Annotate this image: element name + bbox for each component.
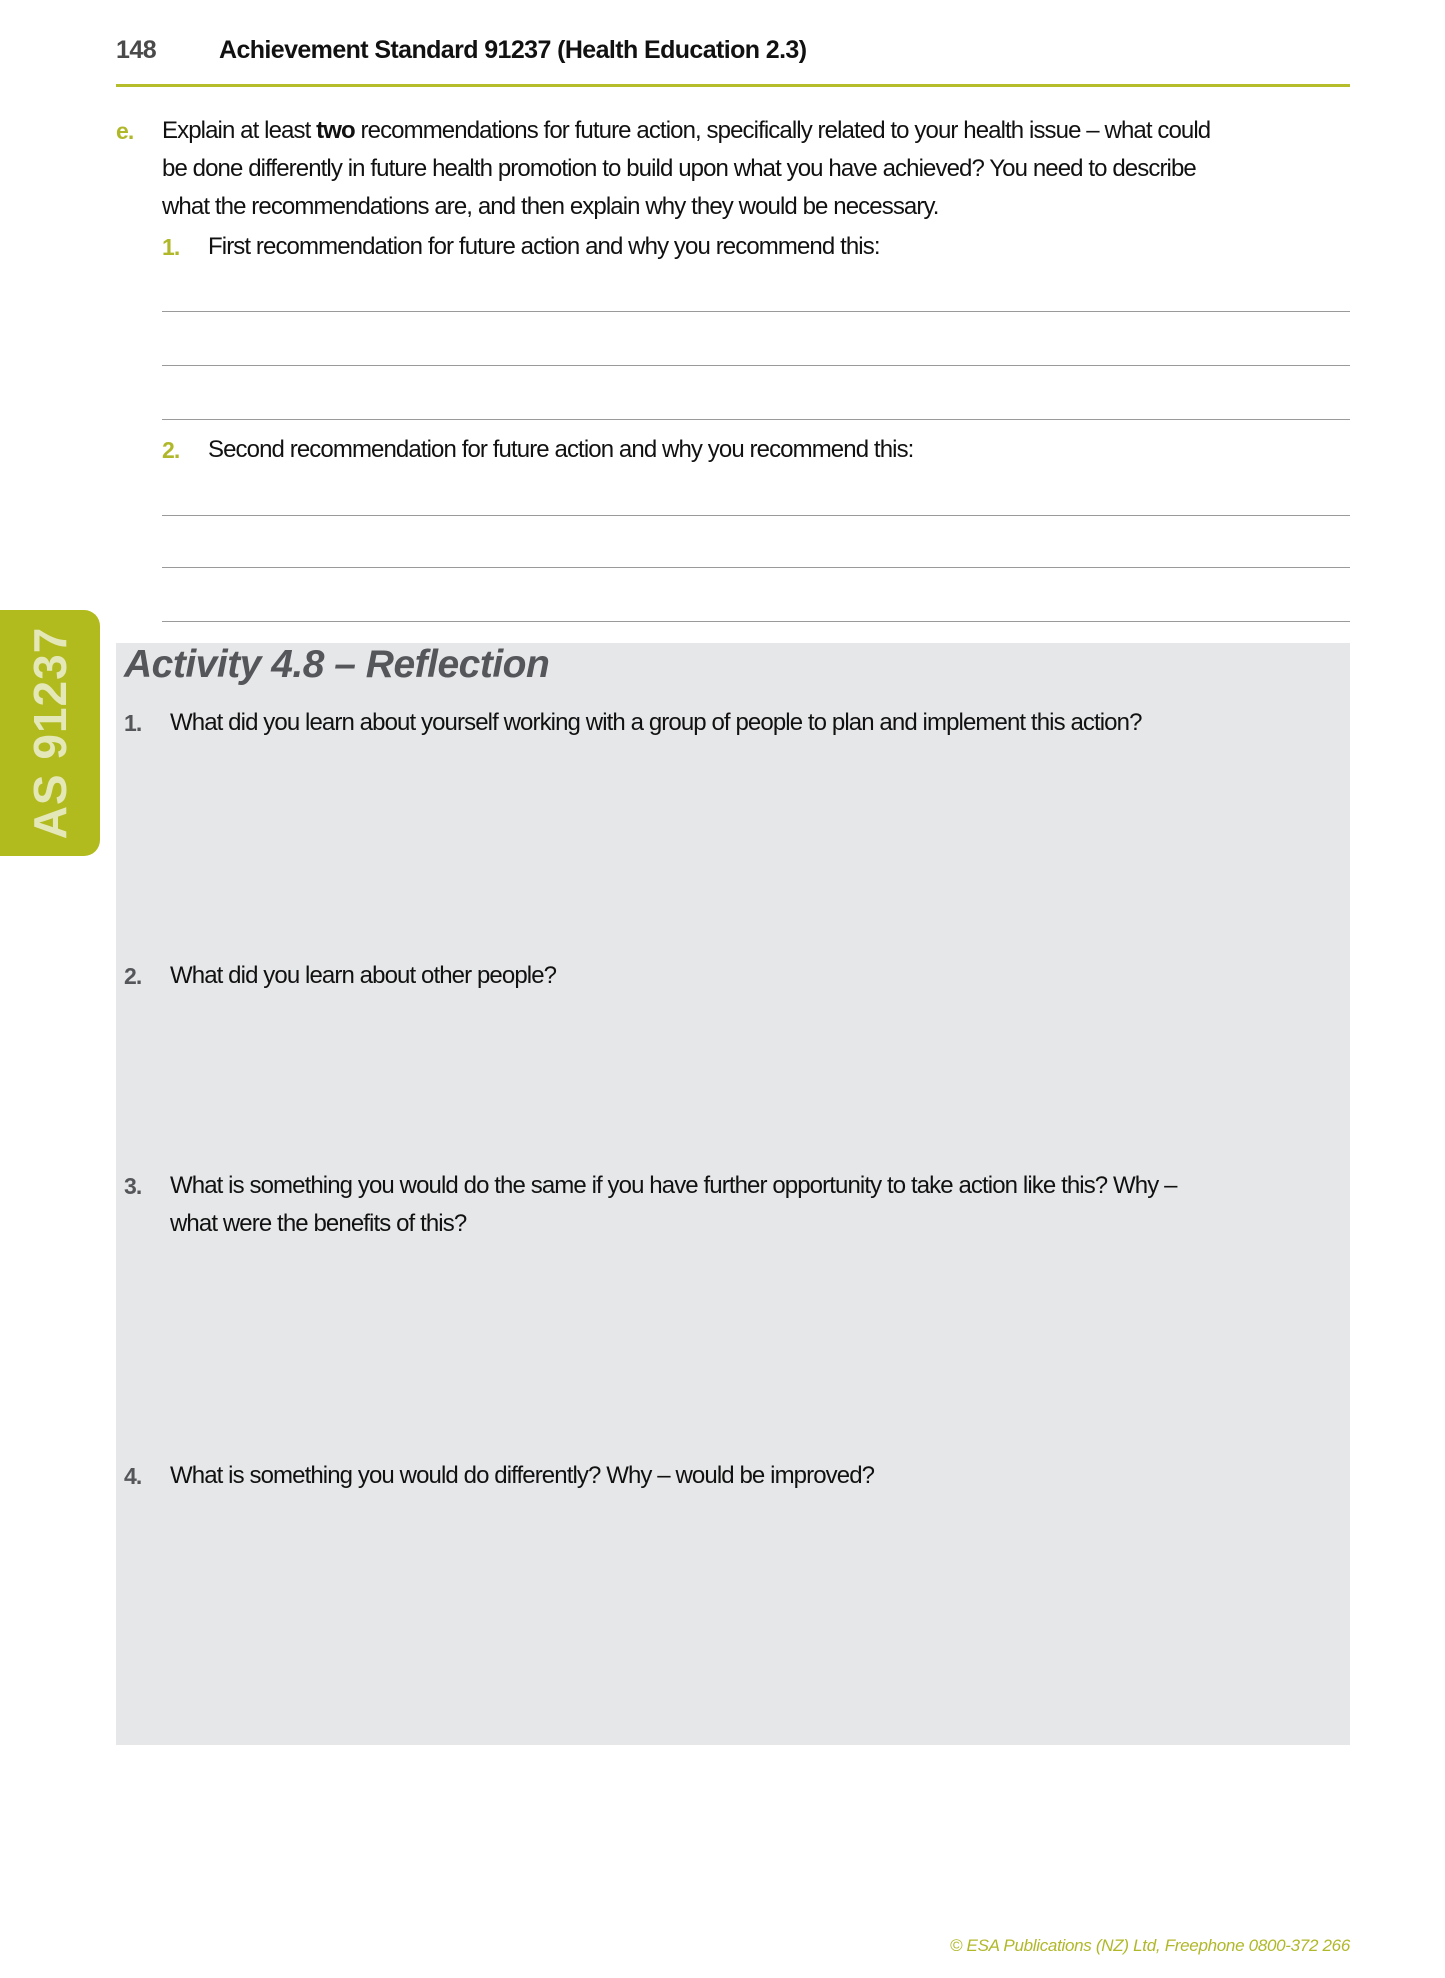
reflection-question-1-line-1: What did you learn about yourself working with a group of people to plan and implement this action?	[170, 709, 1142, 736]
answer-line[interactable]	[162, 621, 1350, 622]
answer-line[interactable]	[162, 311, 1350, 312]
reflection-question-2-line-1: What did you learn about other people?	[170, 962, 557, 989]
reflection-question-2	[170, 957, 1330, 995]
recommendation-1-prompt: First recommendation for future action and why you recommend this:	[208, 233, 880, 260]
reflection-question-3-line-1: What is something you would do the same if you have further opportunity to take action like this? Why –	[170, 1172, 1177, 1199]
question-e-text	[162, 112, 1357, 226]
page-header-title: Achievement Standard 91237 (Health Education 2.3)	[219, 36, 807, 64]
activity-title: Activity 4.8 – Reflection	[124, 643, 550, 686]
side-tab	[0, 610, 100, 856]
reflection-question-3-number: 3.	[124, 1173, 142, 1199]
reflection-question-4	[170, 1457, 1330, 1495]
page-number: 148	[116, 36, 157, 64]
question-e-bold-word: two	[316, 117, 355, 144]
question-e-text-rest: recommendations for future action, specifically related to your health issue – what could	[354, 117, 1211, 144]
reflection-question-4-number: 4.	[124, 1463, 142, 1489]
question-e-text-start: Explain at least	[162, 117, 317, 144]
reflection-question-3-line-2: what were the benefits of this?	[170, 1210, 467, 1237]
reflection-question-2-number: 2.	[124, 963, 142, 989]
answer-line[interactable]	[162, 365, 1350, 366]
header-divider	[116, 84, 1350, 87]
reflection-question-1-number: 1.	[124, 710, 142, 736]
recommendation-2-number: 2.	[162, 437, 180, 463]
question-e-line-3: what the recommendations are, and then explain why they would be necessary.	[162, 193, 939, 220]
recommendation-1-number: 1.	[162, 234, 180, 260]
reflection-question-4-line-1: What is something you would do differently? Why – would be improved?	[170, 1462, 875, 1489]
reflection-question-1	[170, 704, 1330, 742]
question-e-line-1	[162, 112, 1357, 150]
answer-line[interactable]	[162, 515, 1350, 516]
question-e-line-2: be done differently in future health promotion to build upon what you have achieved? You need to describe	[162, 155, 1196, 182]
answer-line[interactable]	[162, 567, 1350, 568]
recommendation-2-prompt: Second recommendation for future action and why you recommend this:	[208, 436, 914, 463]
answer-line[interactable]	[162, 419, 1350, 420]
side-tab-label: AS 91237	[24, 626, 76, 840]
reflection-question-3	[170, 1167, 1330, 1243]
footer-copyright: © ESA Publications (NZ) Ltd, Freephone 0800-372 266	[949, 1936, 1350, 1955]
question-e-label: e.	[116, 118, 134, 144]
